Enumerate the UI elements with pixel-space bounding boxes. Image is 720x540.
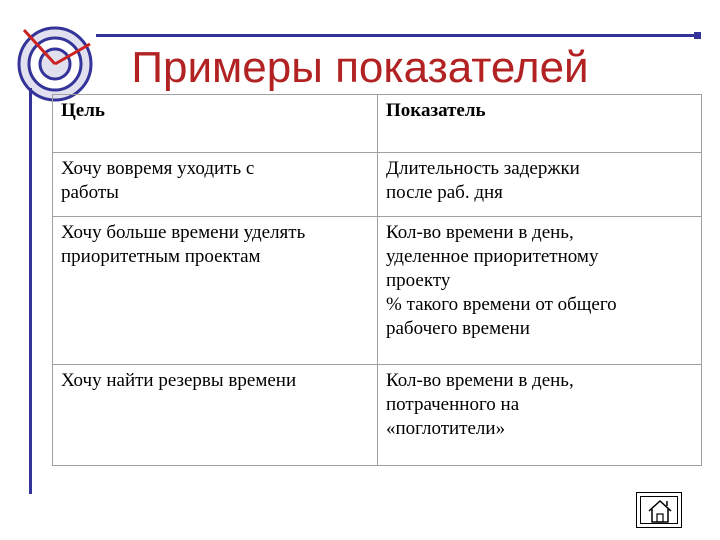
header-indicator: Показатель: [378, 95, 702, 153]
header-goal: Цель: [53, 95, 378, 153]
header-divider: [96, 34, 696, 37]
cell-text: Кол-во времени в день,: [386, 222, 574, 243]
cell-text: после раб. дня: [386, 182, 503, 203]
indicators-table: [52, 94, 702, 466]
cell-text: потраченного на: [386, 394, 520, 415]
slide-title: Примеры показателей: [131, 43, 589, 92]
goal-cell: [53, 365, 378, 466]
indicator-cell: [378, 217, 702, 365]
cell-text: Хочу больше времени уделять: [61, 222, 306, 243]
cell-text: Хочу найти резервы времени: [61, 370, 297, 391]
table-row: [53, 365, 702, 466]
home-icon: [641, 497, 679, 525]
indicator-cell: [378, 365, 702, 466]
table-row: [53, 217, 702, 365]
cell-text: Длительность задержки: [386, 158, 580, 179]
header-divider-end: [694, 32, 701, 39]
cell-text: Кол-во времени в день,: [386, 370, 574, 391]
cell-text: % такого времени от общего: [386, 294, 617, 315]
cell-text: приоритетным проектам: [61, 246, 261, 267]
cell-text: рабочего времени: [386, 318, 530, 339]
indicator-cell: [378, 153, 702, 217]
goal-cell: [53, 217, 378, 365]
home-button-frame: [640, 496, 678, 524]
side-divider: [29, 88, 32, 494]
cell-text: уделенное приоритетному: [386, 246, 599, 267]
goal-cell: [53, 153, 378, 217]
home-button[interactable]: [636, 492, 682, 528]
cell-text: «поглотители»: [386, 418, 506, 439]
cell-text: проекту: [386, 270, 451, 291]
table-header-row: [53, 95, 702, 153]
cell-text: Хочу вовремя уходить с: [61, 158, 255, 179]
cell-text: работы: [61, 182, 119, 203]
table-row: [53, 153, 702, 217]
